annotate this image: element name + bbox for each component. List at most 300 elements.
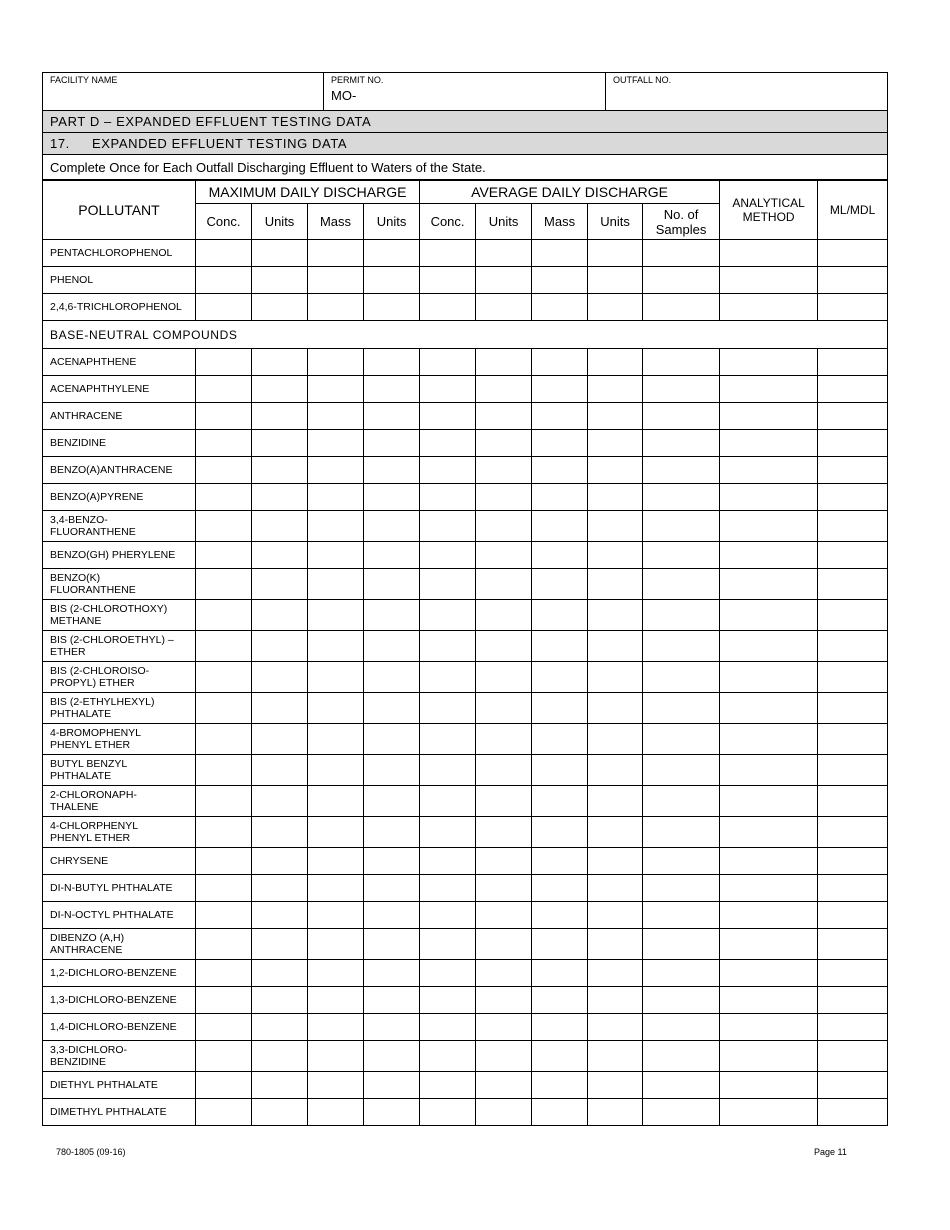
- max-conc-cell[interactable]: [196, 484, 252, 511]
- avg-mass-cell[interactable]: [532, 1014, 588, 1041]
- ml-mdl-cell[interactable]: [818, 403, 888, 430]
- avg-mass-cell[interactable]: [532, 569, 588, 600]
- max-conc-cell[interactable]: [196, 631, 252, 662]
- max-conc-cell[interactable]: [196, 1041, 252, 1072]
- max-units-cell[interactable]: [252, 457, 308, 484]
- max-conc-cell[interactable]: [196, 430, 252, 457]
- max-mass-units-cell[interactable]: [364, 484, 420, 511]
- number-of-samples-cell[interactable]: [643, 902, 720, 929]
- max-mass-units-cell[interactable]: [364, 724, 420, 755]
- max-mass-cell[interactable]: [308, 267, 364, 294]
- avg-mass-units-cell[interactable]: [588, 511, 643, 542]
- max-mass-cell[interactable]: [308, 848, 364, 875]
- avg-conc-cell[interactable]: [420, 987, 476, 1014]
- max-mass-units-cell[interactable]: [364, 1099, 420, 1126]
- max-mass-cell[interactable]: [308, 294, 364, 321]
- avg-mass-cell[interactable]: [532, 457, 588, 484]
- avg-mass-cell[interactable]: [532, 817, 588, 848]
- avg-mass-units-cell[interactable]: [588, 755, 643, 786]
- max-units-cell[interactable]: [252, 569, 308, 600]
- avg-conc-cell[interactable]: [420, 600, 476, 631]
- max-units-cell[interactable]: [252, 1014, 308, 1041]
- max-units-cell[interactable]: [252, 376, 308, 403]
- avg-units-cell[interactable]: [476, 1072, 532, 1099]
- analytical-method-cell[interactable]: [720, 484, 818, 511]
- max-mass-cell[interactable]: [308, 1041, 364, 1072]
- max-mass-units-cell[interactable]: [364, 631, 420, 662]
- ml-mdl-cell[interactable]: [818, 786, 888, 817]
- avg-mass-cell[interactable]: [532, 631, 588, 662]
- outfall-number-field[interactable]: [606, 73, 888, 111]
- max-conc-cell[interactable]: [196, 294, 252, 321]
- max-mass-cell[interactable]: [308, 631, 364, 662]
- max-conc-cell[interactable]: [196, 349, 252, 376]
- max-conc-cell[interactable]: [196, 902, 252, 929]
- max-mass-cell[interactable]: [308, 484, 364, 511]
- avg-conc-cell[interactable]: [420, 403, 476, 430]
- number-of-samples-cell[interactable]: [643, 817, 720, 848]
- avg-units-cell[interactable]: [476, 267, 532, 294]
- avg-mass-units-cell[interactable]: [588, 929, 643, 960]
- analytical-method-cell[interactable]: [720, 376, 818, 403]
- avg-units-cell[interactable]: [476, 848, 532, 875]
- max-mass-cell[interactable]: [308, 430, 364, 457]
- avg-units-cell[interactable]: [476, 724, 532, 755]
- avg-conc-cell[interactable]: [420, 1041, 476, 1072]
- avg-mass-cell[interactable]: [532, 693, 588, 724]
- avg-mass-cell[interactable]: [532, 875, 588, 902]
- avg-conc-cell[interactable]: [420, 457, 476, 484]
- avg-mass-cell[interactable]: [532, 987, 588, 1014]
- ml-mdl-cell[interactable]: [818, 267, 888, 294]
- number-of-samples-cell[interactable]: [643, 1099, 720, 1126]
- number-of-samples-cell[interactable]: [643, 294, 720, 321]
- avg-conc-cell[interactable]: [420, 430, 476, 457]
- max-units-cell[interactable]: [252, 875, 308, 902]
- avg-conc-cell[interactable]: [420, 1072, 476, 1099]
- max-units-cell[interactable]: [252, 1072, 308, 1099]
- max-conc-cell[interactable]: [196, 848, 252, 875]
- max-conc-cell[interactable]: [196, 1099, 252, 1126]
- max-units-cell[interactable]: [252, 631, 308, 662]
- max-conc-cell[interactable]: [196, 786, 252, 817]
- max-mass-units-cell[interactable]: [364, 457, 420, 484]
- avg-units-cell[interactable]: [476, 511, 532, 542]
- ml-mdl-cell[interactable]: [818, 1014, 888, 1041]
- avg-mass-units-cell[interactable]: [588, 1014, 643, 1041]
- max-mass-units-cell[interactable]: [364, 1014, 420, 1041]
- max-mass-cell[interactable]: [308, 376, 364, 403]
- ml-mdl-cell[interactable]: [818, 376, 888, 403]
- ml-mdl-cell[interactable]: [818, 457, 888, 484]
- max-conc-cell[interactable]: [196, 511, 252, 542]
- max-conc-cell[interactable]: [196, 600, 252, 631]
- ml-mdl-cell[interactable]: [818, 987, 888, 1014]
- avg-conc-cell[interactable]: [420, 875, 476, 902]
- number-of-samples-cell[interactable]: [643, 1041, 720, 1072]
- ml-mdl-cell[interactable]: [818, 542, 888, 569]
- max-mass-units-cell[interactable]: [364, 569, 420, 600]
- max-mass-units-cell[interactable]: [364, 817, 420, 848]
- max-mass-cell[interactable]: [308, 403, 364, 430]
- avg-mass-units-cell[interactable]: [588, 1041, 643, 1072]
- analytical-method-cell[interactable]: [720, 848, 818, 875]
- ml-mdl-cell[interactable]: [818, 600, 888, 631]
- max-units-cell[interactable]: [252, 929, 308, 960]
- max-units-cell[interactable]: [252, 267, 308, 294]
- ml-mdl-cell[interactable]: [818, 1041, 888, 1072]
- analytical-method-cell[interactable]: [720, 1099, 818, 1126]
- max-mass-cell[interactable]: [308, 662, 364, 693]
- avg-units-cell[interactable]: [476, 875, 532, 902]
- avg-mass-cell[interactable]: [532, 960, 588, 987]
- number-of-samples-cell[interactable]: [643, 240, 720, 267]
- analytical-method-cell[interactable]: [720, 240, 818, 267]
- avg-mass-cell[interactable]: [532, 1041, 588, 1072]
- number-of-samples-cell[interactable]: [643, 267, 720, 294]
- avg-mass-units-cell[interactable]: [588, 902, 643, 929]
- analytical-method-cell[interactable]: [720, 875, 818, 902]
- avg-conc-cell[interactable]: [420, 786, 476, 817]
- avg-conc-cell[interactable]: [420, 267, 476, 294]
- max-mass-units-cell[interactable]: [364, 349, 420, 376]
- number-of-samples-cell[interactable]: [643, 403, 720, 430]
- analytical-method-cell[interactable]: [720, 430, 818, 457]
- avg-units-cell[interactable]: [476, 960, 532, 987]
- ml-mdl-cell[interactable]: [818, 240, 888, 267]
- avg-conc-cell[interactable]: [420, 240, 476, 267]
- avg-mass-cell[interactable]: [532, 1099, 588, 1126]
- max-units-cell[interactable]: [252, 902, 308, 929]
- avg-conc-cell[interactable]: [420, 1099, 476, 1126]
- avg-units-cell[interactable]: [476, 457, 532, 484]
- avg-mass-units-cell[interactable]: [588, 294, 643, 321]
- avg-mass-units-cell[interactable]: [588, 376, 643, 403]
- number-of-samples-cell[interactable]: [643, 376, 720, 403]
- avg-mass-cell[interactable]: [532, 511, 588, 542]
- avg-units-cell[interactable]: [476, 631, 532, 662]
- analytical-method-cell[interactable]: [720, 902, 818, 929]
- ml-mdl-cell[interactable]: [818, 755, 888, 786]
- ml-mdl-cell[interactable]: [818, 960, 888, 987]
- number-of-samples-cell[interactable]: [643, 631, 720, 662]
- max-mass-cell[interactable]: [308, 987, 364, 1014]
- avg-conc-cell[interactable]: [420, 848, 476, 875]
- max-mass-cell[interactable]: [308, 902, 364, 929]
- analytical-method-cell[interactable]: [720, 631, 818, 662]
- max-mass-cell[interactable]: [308, 1014, 364, 1041]
- analytical-method-cell[interactable]: [720, 960, 818, 987]
- ml-mdl-cell[interactable]: [818, 929, 888, 960]
- avg-mass-units-cell[interactable]: [588, 484, 643, 511]
- analytical-method-cell[interactable]: [720, 1041, 818, 1072]
- max-mass-units-cell[interactable]: [364, 960, 420, 987]
- avg-mass-units-cell[interactable]: [588, 430, 643, 457]
- avg-units-cell[interactable]: [476, 294, 532, 321]
- avg-mass-cell[interactable]: [532, 902, 588, 929]
- max-conc-cell[interactable]: [196, 457, 252, 484]
- max-units-cell[interactable]: [252, 484, 308, 511]
- number-of-samples-cell[interactable]: [643, 457, 720, 484]
- avg-units-cell[interactable]: [476, 662, 532, 693]
- avg-units-cell[interactable]: [476, 902, 532, 929]
- avg-conc-cell[interactable]: [420, 294, 476, 321]
- max-mass-cell[interactable]: [308, 569, 364, 600]
- avg-units-cell[interactable]: [476, 403, 532, 430]
- max-mass-cell[interactable]: [308, 511, 364, 542]
- avg-units-cell[interactable]: [476, 1099, 532, 1126]
- analytical-method-cell[interactable]: [720, 786, 818, 817]
- max-mass-units-cell[interactable]: [364, 511, 420, 542]
- max-mass-cell[interactable]: [308, 786, 364, 817]
- avg-mass-units-cell[interactable]: [588, 875, 643, 902]
- number-of-samples-cell[interactable]: [643, 875, 720, 902]
- avg-units-cell[interactable]: [476, 240, 532, 267]
- avg-conc-cell[interactable]: [420, 693, 476, 724]
- max-mass-cell[interactable]: [308, 349, 364, 376]
- avg-conc-cell[interactable]: [420, 376, 476, 403]
- avg-mass-units-cell[interactable]: [588, 600, 643, 631]
- ml-mdl-cell[interactable]: [818, 875, 888, 902]
- avg-conc-cell[interactable]: [420, 929, 476, 960]
- avg-units-cell[interactable]: [476, 693, 532, 724]
- avg-mass-cell[interactable]: [532, 848, 588, 875]
- avg-mass-cell[interactable]: [532, 1072, 588, 1099]
- avg-mass-cell[interactable]: [532, 755, 588, 786]
- avg-mass-cell[interactable]: [532, 403, 588, 430]
- number-of-samples-cell[interactable]: [643, 349, 720, 376]
- avg-mass-units-cell[interactable]: [588, 724, 643, 755]
- max-mass-cell[interactable]: [308, 817, 364, 848]
- avg-mass-units-cell[interactable]: [588, 542, 643, 569]
- max-units-cell[interactable]: [252, 430, 308, 457]
- avg-mass-units-cell[interactable]: [588, 786, 643, 817]
- number-of-samples-cell[interactable]: [643, 662, 720, 693]
- max-conc-cell[interactable]: [196, 267, 252, 294]
- avg-mass-units-cell[interactable]: [588, 817, 643, 848]
- max-mass-units-cell[interactable]: [364, 755, 420, 786]
- max-units-cell[interactable]: [252, 786, 308, 817]
- max-conc-cell[interactable]: [196, 1072, 252, 1099]
- number-of-samples-cell[interactable]: [643, 511, 720, 542]
- avg-mass-cell[interactable]: [532, 662, 588, 693]
- avg-conc-cell[interactable]: [420, 1014, 476, 1041]
- ml-mdl-cell[interactable]: [818, 902, 888, 929]
- max-mass-units-cell[interactable]: [364, 542, 420, 569]
- max-mass-cell[interactable]: [308, 875, 364, 902]
- avg-conc-cell[interactable]: [420, 755, 476, 786]
- avg-conc-cell[interactable]: [420, 724, 476, 755]
- avg-conc-cell[interactable]: [420, 349, 476, 376]
- avg-conc-cell[interactable]: [420, 960, 476, 987]
- max-conc-cell[interactable]: [196, 755, 252, 786]
- max-mass-cell[interactable]: [308, 960, 364, 987]
- max-conc-cell[interactable]: [196, 240, 252, 267]
- max-mass-units-cell[interactable]: [364, 294, 420, 321]
- avg-mass-units-cell[interactable]: [588, 631, 643, 662]
- max-mass-units-cell[interactable]: [364, 987, 420, 1014]
- max-units-cell[interactable]: [252, 511, 308, 542]
- avg-mass-cell[interactable]: [532, 600, 588, 631]
- avg-mass-units-cell[interactable]: [588, 848, 643, 875]
- max-units-cell[interactable]: [252, 542, 308, 569]
- number-of-samples-cell[interactable]: [643, 786, 720, 817]
- ml-mdl-cell[interactable]: [818, 724, 888, 755]
- max-mass-cell[interactable]: [308, 457, 364, 484]
- max-units-cell[interactable]: [252, 403, 308, 430]
- max-conc-cell[interactable]: [196, 569, 252, 600]
- max-mass-units-cell[interactable]: [364, 786, 420, 817]
- analytical-method-cell[interactable]: [720, 542, 818, 569]
- analytical-method-cell[interactable]: [720, 724, 818, 755]
- avg-mass-units-cell[interactable]: [588, 1072, 643, 1099]
- avg-conc-cell[interactable]: [420, 631, 476, 662]
- max-mass-units-cell[interactable]: [364, 1072, 420, 1099]
- analytical-method-cell[interactable]: [720, 600, 818, 631]
- max-mass-units-cell[interactable]: [364, 403, 420, 430]
- max-units-cell[interactable]: [252, 724, 308, 755]
- ml-mdl-cell[interactable]: [818, 569, 888, 600]
- avg-units-cell[interactable]: [476, 987, 532, 1014]
- analytical-method-cell[interactable]: [720, 817, 818, 848]
- avg-mass-cell[interactable]: [532, 430, 588, 457]
- max-units-cell[interactable]: [252, 755, 308, 786]
- avg-mass-units-cell[interactable]: [588, 457, 643, 484]
- avg-mass-cell[interactable]: [532, 786, 588, 817]
- number-of-samples-cell[interactable]: [643, 848, 720, 875]
- max-mass-units-cell[interactable]: [364, 848, 420, 875]
- max-mass-cell[interactable]: [308, 600, 364, 631]
- avg-mass-units-cell[interactable]: [588, 349, 643, 376]
- max-conc-cell[interactable]: [196, 542, 252, 569]
- avg-units-cell[interactable]: [476, 929, 532, 960]
- avg-mass-units-cell[interactable]: [588, 987, 643, 1014]
- ml-mdl-cell[interactable]: [818, 511, 888, 542]
- avg-units-cell[interactable]: [476, 817, 532, 848]
- max-mass-cell[interactable]: [308, 693, 364, 724]
- max-conc-cell[interactable]: [196, 987, 252, 1014]
- avg-units-cell[interactable]: [476, 430, 532, 457]
- number-of-samples-cell[interactable]: [643, 929, 720, 960]
- ml-mdl-cell[interactable]: [818, 693, 888, 724]
- avg-mass-units-cell[interactable]: [588, 267, 643, 294]
- avg-mass-cell[interactable]: [532, 724, 588, 755]
- number-of-samples-cell[interactable]: [643, 755, 720, 786]
- avg-units-cell[interactable]: [476, 786, 532, 817]
- avg-mass-units-cell[interactable]: [588, 693, 643, 724]
- avg-mass-units-cell[interactable]: [588, 662, 643, 693]
- max-mass-cell[interactable]: [308, 1099, 364, 1126]
- number-of-samples-cell[interactable]: [643, 724, 720, 755]
- avg-mass-cell[interactable]: [532, 484, 588, 511]
- ml-mdl-cell[interactable]: [818, 1099, 888, 1126]
- max-conc-cell[interactable]: [196, 376, 252, 403]
- avg-mass-units-cell[interactable]: [588, 1099, 643, 1126]
- avg-units-cell[interactable]: [476, 484, 532, 511]
- analytical-method-cell[interactable]: [720, 457, 818, 484]
- max-mass-cell[interactable]: [308, 755, 364, 786]
- max-units-cell[interactable]: [252, 349, 308, 376]
- max-units-cell[interactable]: [252, 960, 308, 987]
- analytical-method-cell[interactable]: [720, 267, 818, 294]
- avg-units-cell[interactable]: [476, 755, 532, 786]
- facility-name-field[interactable]: [43, 73, 324, 111]
- number-of-samples-cell[interactable]: [643, 693, 720, 724]
- max-mass-units-cell[interactable]: [364, 902, 420, 929]
- avg-mass-cell[interactable]: [532, 929, 588, 960]
- ml-mdl-cell[interactable]: [818, 1072, 888, 1099]
- number-of-samples-cell[interactable]: [643, 542, 720, 569]
- max-mass-units-cell[interactable]: [364, 662, 420, 693]
- max-mass-cell[interactable]: [308, 724, 364, 755]
- ml-mdl-cell[interactable]: [818, 349, 888, 376]
- max-mass-units-cell[interactable]: [364, 1041, 420, 1072]
- analytical-method-cell[interactable]: [720, 1014, 818, 1041]
- max-conc-cell[interactable]: [196, 817, 252, 848]
- max-mass-units-cell[interactable]: [364, 267, 420, 294]
- max-conc-cell[interactable]: [196, 929, 252, 960]
- max-mass-cell[interactable]: [308, 929, 364, 960]
- avg-units-cell[interactable]: [476, 600, 532, 631]
- analytical-method-cell[interactable]: [720, 403, 818, 430]
- avg-conc-cell[interactable]: [420, 542, 476, 569]
- max-units-cell[interactable]: [252, 240, 308, 267]
- avg-conc-cell[interactable]: [420, 511, 476, 542]
- ml-mdl-cell[interactable]: [818, 430, 888, 457]
- avg-mass-units-cell[interactable]: [588, 569, 643, 600]
- avg-conc-cell[interactable]: [420, 569, 476, 600]
- ml-mdl-cell[interactable]: [818, 662, 888, 693]
- max-mass-units-cell[interactable]: [364, 240, 420, 267]
- avg-units-cell[interactable]: [476, 376, 532, 403]
- max-mass-units-cell[interactable]: [364, 376, 420, 403]
- ml-mdl-cell[interactable]: [818, 484, 888, 511]
- avg-mass-cell[interactable]: [532, 349, 588, 376]
- max-conc-cell[interactable]: [196, 875, 252, 902]
- max-units-cell[interactable]: [252, 600, 308, 631]
- max-units-cell[interactable]: [252, 987, 308, 1014]
- ml-mdl-cell[interactable]: [818, 294, 888, 321]
- avg-units-cell[interactable]: [476, 542, 532, 569]
- max-mass-cell[interactable]: [308, 240, 364, 267]
- number-of-samples-cell[interactable]: [643, 1072, 720, 1099]
- avg-units-cell[interactable]: [476, 1041, 532, 1072]
- number-of-samples-cell[interactable]: [643, 987, 720, 1014]
- analytical-method-cell[interactable]: [720, 662, 818, 693]
- max-units-cell[interactable]: [252, 693, 308, 724]
- avg-conc-cell[interactable]: [420, 902, 476, 929]
- avg-mass-cell[interactable]: [532, 542, 588, 569]
- avg-mass-units-cell[interactable]: [588, 403, 643, 430]
- avg-conc-cell[interactable]: [420, 662, 476, 693]
- avg-mass-cell[interactable]: [532, 376, 588, 403]
- avg-conc-cell[interactable]: [420, 484, 476, 511]
- avg-mass-cell[interactable]: [532, 240, 588, 267]
- max-conc-cell[interactable]: [196, 693, 252, 724]
- max-mass-cell[interactable]: [308, 1072, 364, 1099]
- analytical-method-cell[interactable]: [720, 929, 818, 960]
- ml-mdl-cell[interactable]: [818, 631, 888, 662]
- number-of-samples-cell[interactable]: [643, 1014, 720, 1041]
- analytical-method-cell[interactable]: [720, 987, 818, 1014]
- max-conc-cell[interactable]: [196, 403, 252, 430]
- max-mass-cell[interactable]: [308, 542, 364, 569]
- permit-number-field[interactable]: [324, 73, 606, 111]
- max-units-cell[interactable]: [252, 1041, 308, 1072]
- avg-mass-cell[interactable]: [532, 267, 588, 294]
- max-conc-cell[interactable]: [196, 662, 252, 693]
- analytical-method-cell[interactable]: [720, 349, 818, 376]
